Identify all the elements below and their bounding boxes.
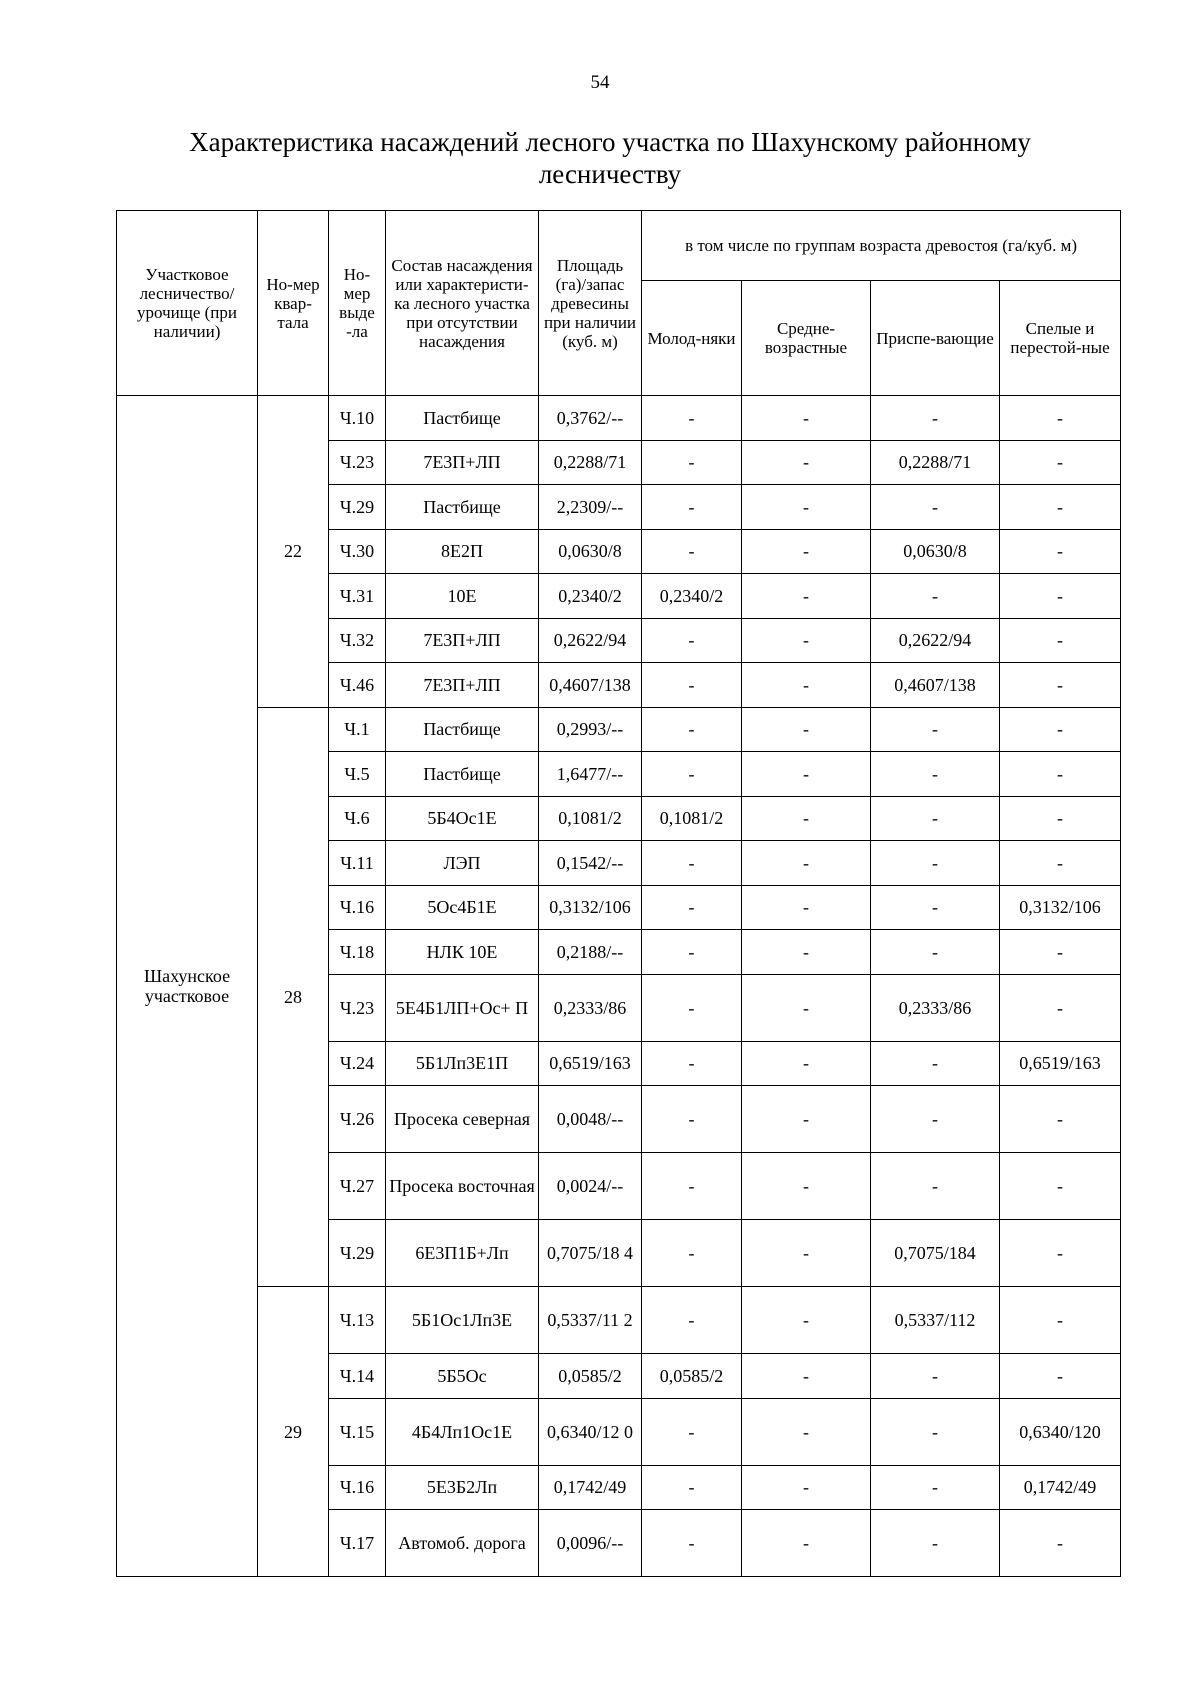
allotment-cell: Ч.13 xyxy=(329,1287,386,1354)
middle-aged-cell: - xyxy=(742,1510,871,1577)
area-cell: 0,0630/8 xyxy=(539,529,642,574)
middle-aged-cell: - xyxy=(742,396,871,441)
mature-cell: - xyxy=(1000,707,1121,752)
allotment-cell: Ч.27 xyxy=(329,1153,386,1220)
premature-cell: - xyxy=(871,485,1000,530)
allotment-cell: Ч.15 xyxy=(329,1398,386,1465)
table-body xyxy=(117,396,1121,1577)
allotment-cell: Ч.14 xyxy=(329,1354,386,1399)
middle-aged-cell: - xyxy=(742,618,871,663)
composition-cell: 5Б1Ос1Лп3Е xyxy=(386,1287,539,1354)
premature-cell: 0,2622/94 xyxy=(871,618,1000,663)
young-cell: - xyxy=(642,1510,742,1577)
mature-cell: - xyxy=(1000,1510,1121,1577)
mature-cell: 0,3132/106 xyxy=(1000,885,1121,930)
area-cell: 0,3762/-- xyxy=(539,396,642,441)
mature-cell: - xyxy=(1000,529,1121,574)
header-composition: Состав насаждения или характеристи-ка лесного участка при отсутствии насаждения xyxy=(386,211,539,396)
area-cell: 0,0024/-- xyxy=(539,1153,642,1220)
allotment-cell: Ч.18 xyxy=(329,930,386,975)
composition-cell: Пастбище xyxy=(386,752,539,797)
young-cell: - xyxy=(642,885,742,930)
mature-cell: - xyxy=(1000,1287,1121,1354)
composition-cell: 10Е xyxy=(386,574,539,619)
mature-cell: - xyxy=(1000,1086,1121,1153)
mature-cell: - xyxy=(1000,1220,1121,1287)
plantation-table xyxy=(116,210,1121,1577)
young-cell: 0,1081/2 xyxy=(642,796,742,841)
young-cell: - xyxy=(642,1086,742,1153)
young-cell: - xyxy=(642,1465,742,1510)
middle-aged-cell: - xyxy=(742,1398,871,1465)
middle-aged-cell: - xyxy=(742,796,871,841)
quarter-cell: 29 xyxy=(258,1287,329,1577)
area-cell: 2,2309/-- xyxy=(539,485,642,530)
mature-cell: 0,6340/120 xyxy=(1000,1398,1121,1465)
mature-cell: - xyxy=(1000,796,1121,841)
area-cell: 0,0585/2 xyxy=(539,1354,642,1399)
young-cell: - xyxy=(642,618,742,663)
composition-cell: 4Б4Лп1Ос1Е xyxy=(386,1398,539,1465)
premature-cell: - xyxy=(871,885,1000,930)
composition-cell: 5Ос4Б1Е xyxy=(386,885,539,930)
area-cell: 0,2340/2 xyxy=(539,574,642,619)
mature-cell: - xyxy=(1000,663,1121,708)
composition-cell: 7Е3П+ЛП xyxy=(386,440,539,485)
premature-cell: - xyxy=(871,574,1000,619)
allotment-cell: Ч.23 xyxy=(329,974,386,1041)
premature-cell: - xyxy=(871,930,1000,975)
young-cell: - xyxy=(642,707,742,752)
area-cell: 0,2622/94 xyxy=(539,618,642,663)
composition-cell: Просека восточная xyxy=(386,1153,539,1220)
table-header xyxy=(117,211,1121,396)
middle-aged-cell: - xyxy=(742,440,871,485)
mature-cell: - xyxy=(1000,485,1121,530)
premature-cell: - xyxy=(871,1465,1000,1510)
table-row xyxy=(117,396,1121,441)
premature-cell: - xyxy=(871,707,1000,752)
allotment-cell: Ч.10 xyxy=(329,396,386,441)
mature-cell: 0,6519/163 xyxy=(1000,1041,1121,1086)
young-cell: - xyxy=(642,841,742,886)
composition-cell: 6Е3П1Б+Лп xyxy=(386,1220,539,1287)
mature-cell: - xyxy=(1000,752,1121,797)
allotment-cell: Ч.16 xyxy=(329,1465,386,1510)
area-cell: 0,2993/-- xyxy=(539,707,642,752)
mature-cell: - xyxy=(1000,1354,1121,1399)
young-cell: - xyxy=(642,1153,742,1220)
composition-cell: Просека северная xyxy=(386,1086,539,1153)
composition-cell: Автомоб. дорога xyxy=(386,1510,539,1577)
mature-cell: - xyxy=(1000,440,1121,485)
young-cell: 0,2340/2 xyxy=(642,574,742,619)
forestry-cell: Шахунское участковое xyxy=(117,396,258,1577)
mature-cell: - xyxy=(1000,396,1121,441)
premature-cell: 0,5337/112 xyxy=(871,1287,1000,1354)
young-cell: - xyxy=(642,1398,742,1465)
middle-aged-cell: - xyxy=(742,841,871,886)
allotment-cell: Ч.31 xyxy=(329,574,386,619)
premature-cell: 0,2333/86 xyxy=(871,974,1000,1041)
allotment-cell: Ч.29 xyxy=(329,1220,386,1287)
area-cell: 0,3132/106 xyxy=(539,885,642,930)
quarter-cell: 22 xyxy=(258,396,329,708)
young-cell: 0,0585/2 xyxy=(642,1354,742,1399)
middle-aged-cell: - xyxy=(742,663,871,708)
young-cell: - xyxy=(642,440,742,485)
area-cell: 0,6340/12 0 xyxy=(539,1398,642,1465)
premature-cell: 0,2288/71 xyxy=(871,440,1000,485)
premature-cell: 0,4607/138 xyxy=(871,663,1000,708)
middle-aged-cell: - xyxy=(742,1287,871,1354)
allotment-cell: Ч.16 xyxy=(329,885,386,930)
header-allotment: Но-мер выде -ла xyxy=(329,211,386,396)
young-cell: - xyxy=(642,1287,742,1354)
young-cell: - xyxy=(642,1041,742,1086)
middle-aged-cell: - xyxy=(742,574,871,619)
middle-aged-cell: - xyxy=(742,485,871,530)
header-area: Площадь (га)/запас древесины при наличии (куб. м) xyxy=(539,211,642,396)
allotment-cell: Ч.29 xyxy=(329,485,386,530)
header-middle-aged: Средне-возрастные xyxy=(742,281,871,396)
middle-aged-cell: - xyxy=(742,707,871,752)
quarter-cell: 28 xyxy=(258,707,329,1287)
area-cell: 0,7075/18 4 xyxy=(539,1220,642,1287)
area-cell: 0,0048/-- xyxy=(539,1086,642,1153)
header-forestry: Участковое лесничество/ урочище (при наличии) xyxy=(117,211,258,396)
header-quarter: Но-мер квар-тала xyxy=(258,211,329,396)
allotment-cell: Ч.30 xyxy=(329,529,386,574)
composition-cell: 8Е2П xyxy=(386,529,539,574)
composition-cell: НЛК 10Е xyxy=(386,930,539,975)
header-premature: Приспе-вающие xyxy=(871,281,1000,396)
document-title: Характеристика насаждений лесного участка по Шахунскому районному лесничеству xyxy=(189,127,1031,189)
area-cell: 0,1081/2 xyxy=(539,796,642,841)
young-cell: - xyxy=(642,663,742,708)
young-cell: - xyxy=(642,1220,742,1287)
premature-cell: 0,7075/184 xyxy=(871,1220,1000,1287)
header-young: Молод-няки xyxy=(642,281,742,396)
premature-cell: - xyxy=(871,1041,1000,1086)
table-row xyxy=(117,707,1121,752)
mature-cell: - xyxy=(1000,574,1121,619)
young-cell: - xyxy=(642,974,742,1041)
young-cell: - xyxy=(642,930,742,975)
table-row xyxy=(117,1287,1121,1354)
page-number: 54 xyxy=(590,72,610,93)
area-cell: 0,5337/11 2 xyxy=(539,1287,642,1354)
middle-aged-cell: - xyxy=(742,930,871,975)
premature-cell: - xyxy=(871,752,1000,797)
header-mature: Спелые и перестой-ные xyxy=(1000,281,1121,396)
premature-cell: - xyxy=(871,1354,1000,1399)
mature-cell: - xyxy=(1000,1153,1121,1220)
mature-cell: 0,1742/49 xyxy=(1000,1465,1121,1510)
middle-aged-cell: - xyxy=(742,752,871,797)
area-cell: 0,2333/86 xyxy=(539,974,642,1041)
composition-cell: Пастбище xyxy=(386,396,539,441)
middle-aged-cell: - xyxy=(742,1086,871,1153)
area-cell: 0,2188/-- xyxy=(539,930,642,975)
middle-aged-cell: - xyxy=(742,1041,871,1086)
mature-cell: - xyxy=(1000,841,1121,886)
middle-aged-cell: - xyxy=(742,1220,871,1287)
composition-cell: 5Е3Б2Лп xyxy=(386,1465,539,1510)
allotment-cell: Ч.26 xyxy=(329,1086,386,1153)
mature-cell: - xyxy=(1000,974,1121,1041)
premature-cell: - xyxy=(871,1153,1000,1220)
middle-aged-cell: - xyxy=(742,885,871,930)
allotment-cell: Ч.46 xyxy=(329,663,386,708)
composition-cell: 5Е4Б1ЛП+Ос+ П xyxy=(386,974,539,1041)
composition-cell: 5Б5Ос xyxy=(386,1354,539,1399)
mature-cell: - xyxy=(1000,618,1121,663)
young-cell: - xyxy=(642,396,742,441)
area-cell: 0,2288/71 xyxy=(539,440,642,485)
composition-cell: 7Е3П+ЛП xyxy=(386,663,539,708)
composition-cell: 5Б4Ос1Е xyxy=(386,796,539,841)
young-cell: - xyxy=(642,752,742,797)
young-cell: - xyxy=(642,529,742,574)
composition-cell: ЛЭП xyxy=(386,841,539,886)
young-cell: - xyxy=(642,485,742,530)
middle-aged-cell: - xyxy=(742,974,871,1041)
allotment-cell: Ч.32 xyxy=(329,618,386,663)
area-cell: 0,6519/163 xyxy=(539,1041,642,1086)
allotment-cell: Ч.17 xyxy=(329,1510,386,1577)
composition-cell: 5Б1Лп3Е1П xyxy=(386,1041,539,1086)
area-cell: 0,1542/-- xyxy=(539,841,642,886)
middle-aged-cell: - xyxy=(742,1153,871,1220)
mature-cell: - xyxy=(1000,930,1121,975)
middle-aged-cell: - xyxy=(742,1354,871,1399)
premature-cell: - xyxy=(871,396,1000,441)
middle-aged-cell: - xyxy=(742,529,871,574)
premature-cell: - xyxy=(871,796,1000,841)
premature-cell: - xyxy=(871,1086,1000,1153)
premature-cell: - xyxy=(871,1398,1000,1465)
allotment-cell: Ч.1 xyxy=(329,707,386,752)
allotment-cell: Ч.6 xyxy=(329,796,386,841)
area-cell: 0,1742/49 xyxy=(539,1465,642,1510)
area-cell: 0,4607/138 xyxy=(539,663,642,708)
header-age-groups: в том числе по группам возраста древостоя (га/куб. м) xyxy=(642,211,1121,281)
allotment-cell: Ч.23 xyxy=(329,440,386,485)
allotment-cell: Ч.11 xyxy=(329,841,386,886)
composition-cell: 7Е3П+ЛП xyxy=(386,618,539,663)
allotment-cell: Ч.24 xyxy=(329,1041,386,1086)
composition-cell: Пастбище xyxy=(386,707,539,752)
area-cell: 0,0096/-- xyxy=(539,1510,642,1577)
allotment-cell: Ч.5 xyxy=(329,752,386,797)
premature-cell: 0,0630/8 xyxy=(871,529,1000,574)
middle-aged-cell: - xyxy=(742,1465,871,1510)
premature-cell: - xyxy=(871,841,1000,886)
premature-cell: - xyxy=(871,1510,1000,1577)
composition-cell: Пастбище xyxy=(386,485,539,530)
area-cell: 1,6477/-- xyxy=(539,752,642,797)
